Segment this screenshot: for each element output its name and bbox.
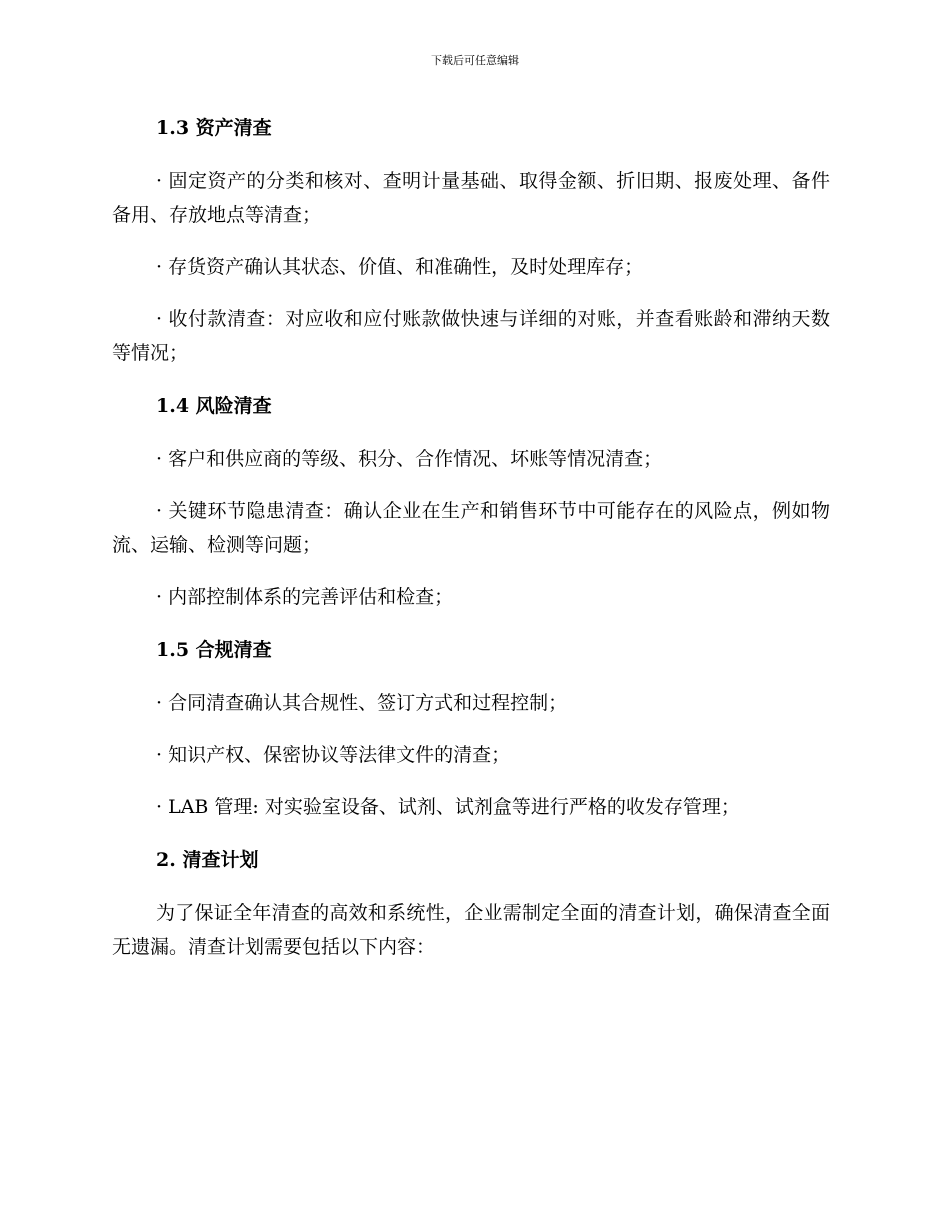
list-item: · 关键环节隐患清查：确认企业在生产和销售环节中可能存在的风险点，例如物流、运输、检测等问题；: [112, 500, 830, 556]
spacer: [112, 720, 830, 738]
list-item: · 合同清查确认其合规性、签订方式和过程控制；: [156, 692, 568, 714]
section-heading-compliance-inventory: 1.5 合规清查: [156, 639, 272, 661]
spacer: [112, 476, 830, 494]
document-body: [112, 110, 830, 964]
list-item: · 内部控制体系的完善评估和检查；: [156, 586, 454, 608]
section-heading-risk-inventory: 1.4 风险清查: [156, 395, 272, 417]
spacer: [112, 146, 830, 164]
list-item: · LAB 管理: 对实验室设备、试剂、试剂盒等进行严格的收发存管理；: [156, 796, 740, 818]
spacer: [112, 614, 830, 632]
spacer: [112, 824, 830, 842]
spacer: [112, 772, 830, 790]
page-header: 下载后可任意编辑: [431, 54, 519, 67]
spacer: [112, 284, 830, 302]
list-item: · 固定资产的分类和核对、查明计量基础、取得金额、折旧期、报废处理、备件备用、存放地点等清查；: [112, 170, 830, 226]
list-item: · 存货资产确认其状态、价值、和准确性，及时处理库存；: [156, 256, 644, 278]
section-heading-inventory-plan: 2. 清查计划: [156, 849, 259, 871]
spacer: [112, 424, 830, 442]
section-heading-asset-inventory: 1.3 资产清查: [156, 117, 272, 139]
list-item: · 客户和供应商的等级、积分、合作情况、坏账等情况清查；: [156, 448, 663, 470]
body-paragraph: 为了保证全年清查的高效和系统性，企业需制定全面的清查计划，确保清查全面无遗漏。清查计划需要包括以下内容：: [112, 902, 830, 958]
spacer: [112, 668, 830, 686]
spacer: [112, 878, 830, 896]
list-item: · 知识产权、保密协议等法律文件的清查；: [156, 744, 511, 766]
list-item: · 收付款清查：对应收和应付账款做快速与详细的对账，并查看账龄和滞纳天数等情况；: [112, 308, 830, 364]
spacer: [112, 562, 830, 580]
spacer: [112, 370, 830, 388]
spacer: [112, 232, 830, 250]
